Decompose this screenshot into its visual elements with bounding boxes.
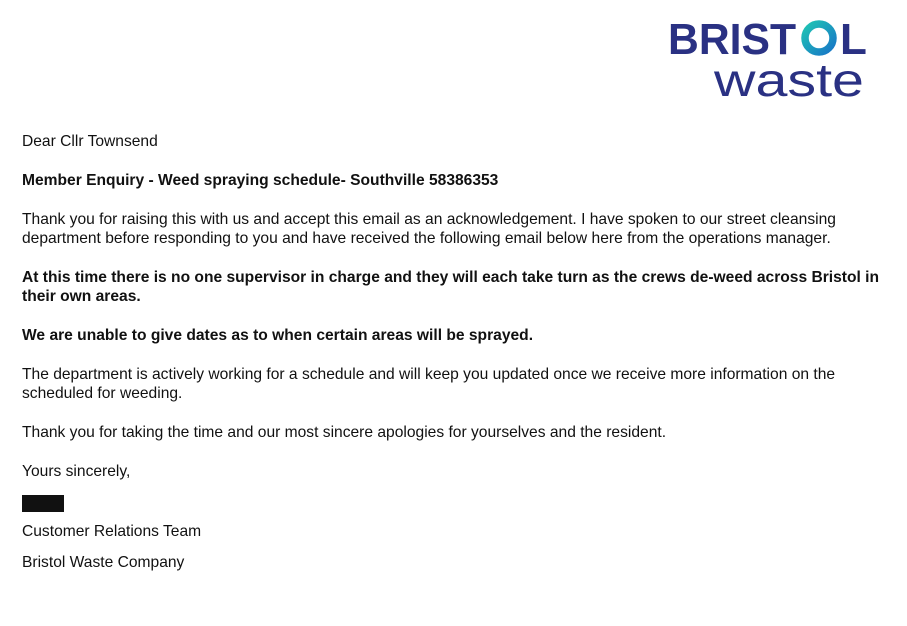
company-name: Bristol Waste Company bbox=[22, 554, 185, 571]
redacted-signature bbox=[22, 495, 64, 512]
logo-word-waste: waste bbox=[712, 54, 864, 105]
paragraph-apology: Thank you for taking the time and our most sincere apologies for yourselves and the resident. bbox=[22, 424, 667, 441]
closing: Yours sincerely, bbox=[22, 463, 131, 480]
quote-dates: We are unable to give dates as to when certain areas will be sprayed. bbox=[22, 327, 534, 344]
paragraph-schedule: The department is actively working for a schedule and will keep you updated once we receive more information on the scheduled for weeding. bbox=[22, 366, 836, 402]
quote-supervisor: At this time there is no one supervisor in charge and they will each take turn as the crews de-weed across Bristol in their own areas. bbox=[22, 269, 880, 305]
subject-line: Member Enquiry - Weed spraying schedule- Southville 58386353 bbox=[22, 172, 499, 189]
paragraph-acknowledgement: Thank you for raising this with us and accept this email as an acknowledgement. I have spoken to our street cleansing department before responding to you and have received the following email below here from the operations manager. bbox=[22, 211, 836, 247]
bristol-waste-logo bbox=[660, 10, 890, 105]
letter-body bbox=[22, 132, 897, 572]
logo-word-bristol-prefix: BRIST bbox=[668, 15, 797, 64]
logo-o-ring bbox=[805, 24, 833, 52]
greeting: Dear Cllr Townsend bbox=[22, 133, 158, 150]
logo-word-bristol-suffix: L bbox=[840, 15, 867, 64]
team-name: Customer Relations Team bbox=[22, 523, 202, 540]
